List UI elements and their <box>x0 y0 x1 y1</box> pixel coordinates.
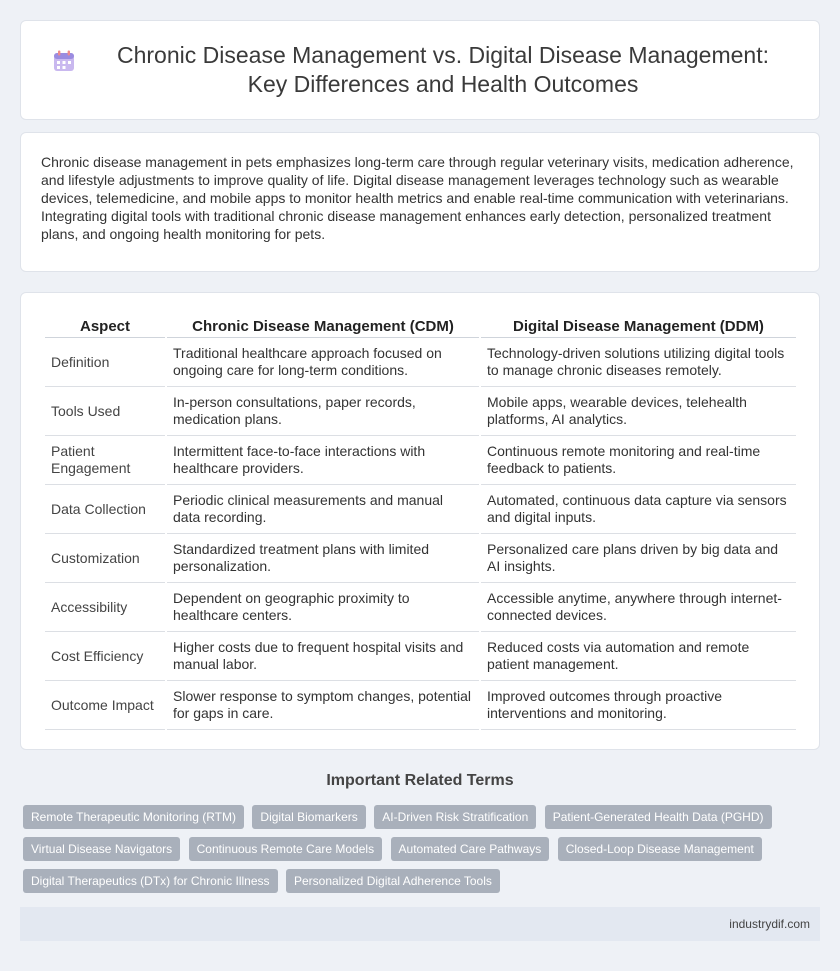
row-cdm: Dependent on geographic proximity to healthcare centers. <box>167 583 479 632</box>
related-term-tag[interactable]: Automated Care Pathways <box>391 837 550 861</box>
row-cdm: Periodic clinical measurements and manual data recording. <box>167 485 479 534</box>
row-ddm: Technology-driven solutions utilizing digital tools to manage chronic diseases remotely. <box>481 338 796 387</box>
related-term-tag[interactable]: Personalized Digital Adherence Tools <box>286 869 500 893</box>
row-cdm: Slower response to symptom changes, potential for gaps in care. <box>167 681 479 730</box>
row-ddm: Personalized care plans driven by big data and AI insights. <box>481 534 796 583</box>
comparison-table <box>43 311 798 730</box>
row-aspect: Tools Used <box>45 387 165 436</box>
title-wrap <box>52 41 788 99</box>
row-aspect: Outcome Impact <box>45 681 165 730</box>
row-cdm: Traditional healthcare approach focused on ongoing care for long-term conditions. <box>167 338 479 387</box>
related-term-tag[interactable]: Closed-Loop Disease Management <box>558 837 762 861</box>
row-aspect: Accessibility <box>45 583 165 632</box>
header-ddm: Digital Disease Management (DDM) <box>481 311 796 338</box>
footer <box>20 907 820 941</box>
row-cdm: Higher costs due to frequent hospital visits and manual labor. <box>167 632 479 681</box>
table-row <box>45 583 796 632</box>
row-ddm: Accessible anytime, anywhere through internet-connected devices. <box>481 583 796 632</box>
related-term-tag[interactable]: Continuous Remote Care Models <box>189 837 382 861</box>
related-terms-title: Important Related Terms <box>326 772 514 789</box>
footer-site[interactable]: industrydif.com <box>729 917 810 931</box>
page-title: Chronic Disease Management vs. Digital Disease Management: Key Differences and Health Outcomes <box>117 42 769 97</box>
table-row <box>45 681 796 730</box>
table-row <box>45 436 796 485</box>
related-term-tag[interactable]: Virtual Disease Navigators <box>23 837 180 861</box>
related-term-tag[interactable]: Digital Therapeutics (DTx) for Chronic Illness <box>23 869 278 893</box>
row-cdm: Intermittent face-to-face interactions with healthcare providers. <box>167 436 479 485</box>
row-aspect: Definition <box>45 338 165 387</box>
related-terms-tags <box>23 805 803 901</box>
row-aspect: Cost Efficiency <box>45 632 165 681</box>
row-ddm: Automated, continuous data capture via sensors and digital inputs. <box>481 485 796 534</box>
table-row <box>45 338 796 387</box>
header-cdm: Chronic Disease Management (CDM) <box>167 311 479 338</box>
row-cdm: In-person consultations, paper records, medication plans. <box>167 387 479 436</box>
related-term-tag[interactable]: Remote Therapeutic Monitoring (RTM) <box>23 805 244 829</box>
row-aspect: Patient Engagement <box>45 436 165 485</box>
table-row <box>45 387 796 436</box>
related-term-tag[interactable]: Patient-Generated Health Data (PGHD) <box>545 805 772 829</box>
row-ddm: Mobile apps, wearable devices, telehealth platforms, AI analytics. <box>481 387 796 436</box>
intro-card <box>20 132 820 272</box>
table-row <box>45 632 796 681</box>
table-row <box>45 485 796 534</box>
table-header-row <box>45 311 796 338</box>
calendar-icon <box>52 49 76 73</box>
comparison-card <box>20 292 820 750</box>
related-term-tag[interactable]: AI-Driven Risk Stratification <box>374 805 536 829</box>
row-ddm: Reduced costs via automation and remote patient management. <box>481 632 796 681</box>
row-aspect: Data Collection <box>45 485 165 534</box>
row-aspect: Customization <box>45 534 165 583</box>
related-term-tag[interactable]: Digital Biomarkers <box>252 805 365 829</box>
row-ddm: Continuous remote monitoring and real-time feedback to patients. <box>481 436 796 485</box>
row-ddm: Improved outcomes through proactive interventions and monitoring. <box>481 681 796 730</box>
row-cdm: Standardized treatment plans with limited personalization. <box>167 534 479 583</box>
header-aspect: Aspect <box>45 311 165 338</box>
table-row <box>45 534 796 583</box>
title-card <box>20 20 820 120</box>
intro-paragraph: Chronic disease management in pets emphasizes long-term care through regular veterinary visits, medication adherence, and lifestyle adjustments to improve quality of life. Digital disease management leverages technology such as wearable devices, telemedicine, and mobile apps to monitor health metrics and enable real-time communication with veterinarians. Integrating digital tools with traditional chronic disease management enhances early detection, personalized treatment plans, and ongoing health monitoring for pets. <box>41 154 794 242</box>
